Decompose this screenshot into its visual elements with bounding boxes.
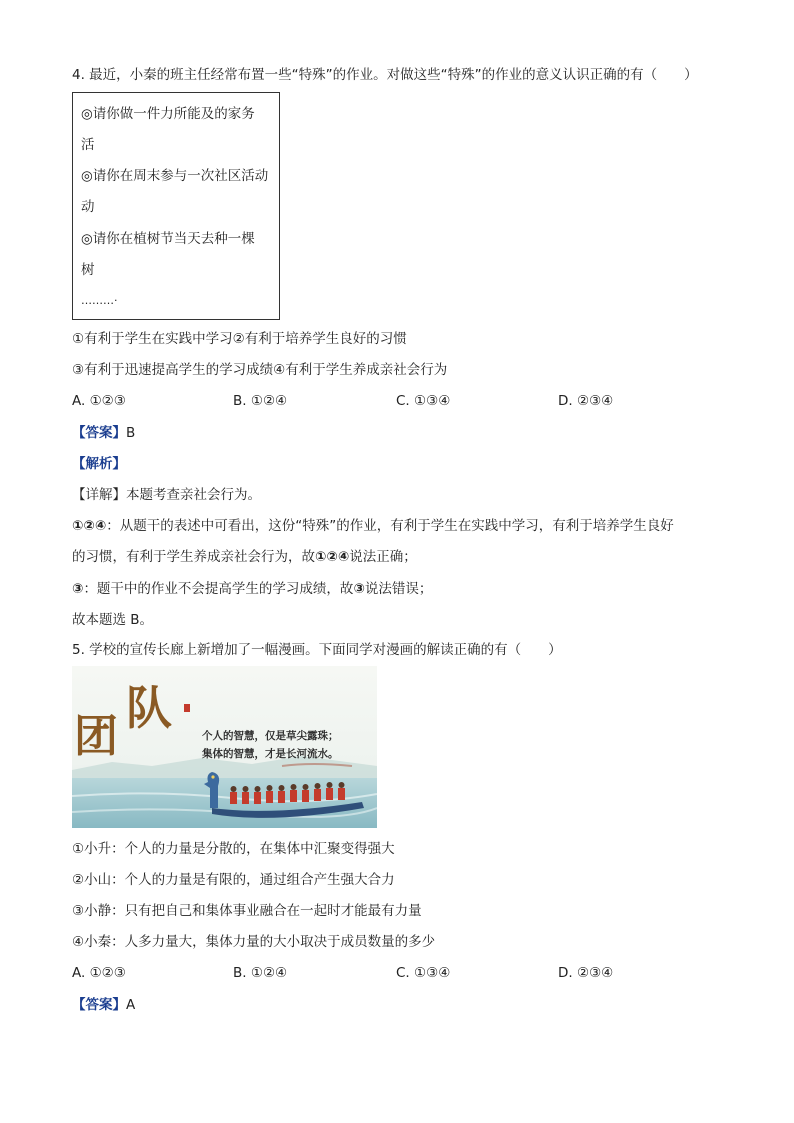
comic-title-char-2: 队 xyxy=(126,681,172,735)
q4-explanation-1 xyxy=(72,517,674,535)
q5-statement-4: ④小秦：人多力量大，集体力量的大小取决于成员数量的多少 xyxy=(72,934,436,950)
q5-answer xyxy=(72,996,135,1014)
exp1-text: ：从题干的表述中可看出，这份“特殊”的作业，有利于学生在实践中学习，有利于培养学生良好 xyxy=(106,518,674,534)
detail-text: 本题考查亲社会行为。 xyxy=(126,487,261,503)
box-line-ellipsis: ………· xyxy=(81,294,118,307)
question-4-stem: 4. 最近，小秦的班主任经常布置一些“特殊”的作业。对做这些“特殊”的作业的意义认识正确的有（ ） xyxy=(72,67,698,83)
q5-option-c: C. ①③④ xyxy=(396,965,451,981)
q4-answer xyxy=(72,424,135,442)
detail-label: 【详解】 xyxy=(72,487,126,503)
exp1-cont: 的习惯，有利于学生养成亲社会行为，故 xyxy=(72,549,315,565)
q5-answer-value: A xyxy=(126,997,136,1013)
comic-caption-1: 个人的智慧，仅是草尖露珠； xyxy=(202,730,339,742)
analysis-label: 【解析】 xyxy=(72,456,126,472)
box-line-2: 活 xyxy=(81,137,95,153)
answer-label: 【答案】 xyxy=(72,425,126,441)
q5-statement-3: ③小静：只有把自己和集体事业融合在一起时才能最有力量 xyxy=(72,903,422,919)
exp2-text: ：题干中的作业不会提高学生的学习成绩，故 xyxy=(83,581,354,597)
question-5-stem: 5. 学校的宣传长廊上新增加了一幅漫画。下面同学对漫画的解读正确的有（ ） xyxy=(72,642,562,658)
q4-analysis xyxy=(72,455,126,473)
q4-explanation-2 xyxy=(72,580,432,598)
q5-option-d: D. ②③④ xyxy=(558,965,614,981)
comic-caption-2: 集体的智慧，才是长河流水。 xyxy=(202,748,339,760)
box-line-6: 树 xyxy=(81,262,95,278)
q4-option-b: B. ①②④ xyxy=(233,393,288,409)
exp1-marks-2: ①②④ xyxy=(315,549,350,565)
q5-option-b: B. ①②④ xyxy=(233,965,288,981)
q4-statements-line-1: ①有利于学生在实践中学习②有利于培养学生良好的习惯 xyxy=(72,331,407,347)
q5-statement-1: ①小升：个人的力量是分散的，在集体中汇聚变得强大 xyxy=(72,841,395,857)
exp2-mark-2: ③ xyxy=(353,581,365,597)
q4-statements-line-2: ③有利于迅速提高学生的学习成绩④有利于学生养成亲社会行为 xyxy=(72,362,448,378)
q4-detail xyxy=(72,486,261,504)
box-line-5: ◎请你在植树节当天去种一棵 xyxy=(81,231,255,247)
exp1-marks: ①②④ xyxy=(72,518,107,534)
exp1-end: 说法正确； xyxy=(349,549,417,565)
q4-option-a: A. ①②③ xyxy=(72,393,126,409)
q4-conclusion: 故本题选 B。 xyxy=(72,612,154,628)
q5-option-a: A. ①②③ xyxy=(72,965,126,981)
box-line-3: ◎请你在周末参与一次社区活动 xyxy=(81,168,269,184)
comic-title-char-1: 团 xyxy=(74,711,118,762)
answer-value: B xyxy=(126,425,136,441)
q5-statement-2: ②小山：个人的力量是有限的，通过组合产生强大合力 xyxy=(72,872,395,888)
q4-explanation-1-cont xyxy=(72,548,417,566)
exp2-mark: ③ xyxy=(72,581,84,597)
homework-box xyxy=(72,92,280,320)
box-line-1: ◎请你做一件力所能及的家务 xyxy=(81,106,255,122)
q4-option-d: D. ②③④ xyxy=(558,393,614,409)
q4-option-c: C. ①③④ xyxy=(396,393,451,409)
box-line-4: 动 xyxy=(81,199,95,215)
q5-answer-label: 【答案】 xyxy=(72,997,126,1013)
team-comic-image xyxy=(72,666,377,828)
exp2-end: 说法错误； xyxy=(364,581,433,597)
